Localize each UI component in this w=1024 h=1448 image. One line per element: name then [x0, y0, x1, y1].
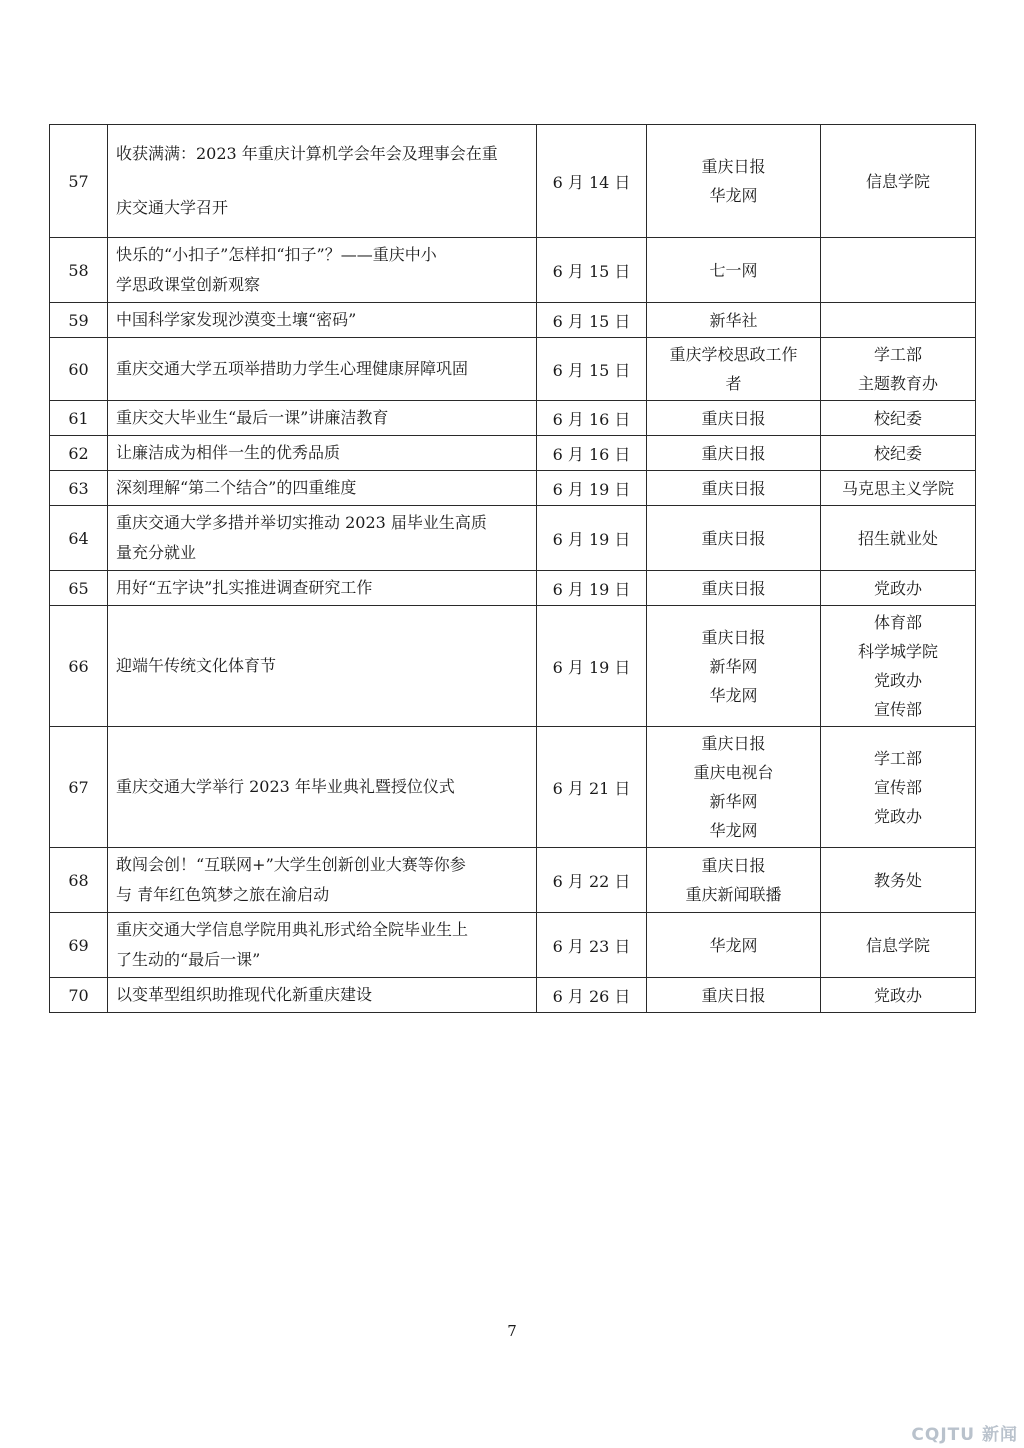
- department-name: 校纪委: [873, 408, 922, 428]
- media-outlet: 七一网: [709, 260, 758, 280]
- media-outlet: 重庆日报: [701, 408, 766, 428]
- media-outlet: 重庆电视台: [693, 763, 774, 782]
- media-outlet: 重庆日报: [701, 528, 766, 548]
- article-title-line: 重庆交通大学多措并举切实推动 2023 届毕业生高质: [116, 513, 487, 532]
- media-outlets: [647, 436, 821, 471]
- publish-date: 6 月 19 日: [537, 471, 647, 506]
- media-outlet: 重庆日报: [701, 443, 766, 463]
- article-title-line: 迎端午传统文化体育节: [116, 656, 277, 675]
- department-name: 党政办: [873, 806, 922, 826]
- article-title-line: 庆交通大学召开: [116, 198, 229, 217]
- department: [821, 978, 976, 1013]
- row-number: 62: [50, 436, 108, 471]
- article-title-line: 收获满满：2023 年重庆计算机学会年会及理事会在重: [116, 144, 498, 163]
- publish-date: 6 月 23 日: [537, 913, 647, 978]
- department: [821, 125, 976, 238]
- media-outlets: [647, 238, 821, 303]
- table-row: [50, 913, 976, 978]
- article-title: [108, 471, 537, 506]
- department-name: 体育部: [873, 613, 922, 632]
- row-number: 57: [50, 125, 108, 238]
- row-number: 65: [50, 571, 108, 606]
- article-title-line: 重庆交通大学五项举措助力学生心理健康屏障巩固: [116, 359, 469, 378]
- department: [821, 471, 976, 506]
- table-row: [50, 338, 976, 401]
- row-number: 66: [50, 606, 108, 727]
- article-title: [108, 506, 537, 571]
- article-title: [108, 606, 537, 727]
- row-number: 60: [50, 338, 108, 401]
- article-title-line: 敢闯会创！“互联网+”大学生创新创业大赛等你参: [116, 855, 466, 874]
- department-name: 信息学院: [865, 171, 930, 191]
- media-outlets: [647, 978, 821, 1013]
- table-row: [50, 506, 976, 571]
- article-title-line: 深刻理解“第二个结合”的四重维度: [116, 478, 357, 497]
- media-outlet: 重庆日报: [701, 734, 766, 753]
- department: [821, 727, 976, 848]
- table-row: [50, 125, 976, 238]
- table-row: [50, 606, 976, 727]
- media-outlets: [647, 125, 821, 238]
- article-title-line: 重庆交通大学举行 2023 年毕业典礼暨授位仪式: [116, 777, 455, 796]
- media-outlet: 重庆日报: [701, 478, 766, 498]
- publish-date: 6 月 19 日: [537, 506, 647, 571]
- publish-date: 6 月 19 日: [537, 571, 647, 606]
- publish-date: 6 月 15 日: [537, 238, 647, 303]
- row-number: 67: [50, 727, 108, 848]
- page-number: 7: [507, 1322, 517, 1340]
- department-name: 宣传部: [873, 700, 922, 719]
- row-number: 69: [50, 913, 108, 978]
- table-row: [50, 978, 976, 1013]
- media-outlets: [647, 606, 821, 727]
- media-outlet: 新华社: [709, 310, 758, 330]
- media-outlet: 重庆日报: [701, 157, 766, 176]
- table-row: [50, 727, 976, 848]
- media-outlets: [647, 401, 821, 436]
- department: [821, 338, 976, 401]
- media-outlet: 华龙网: [709, 935, 758, 955]
- publish-date: 6 月 16 日: [537, 436, 647, 471]
- media-outlet: 华龙网: [709, 685, 758, 705]
- department-name: 信息学院: [865, 935, 930, 955]
- department-name: 马克思主义学院: [841, 478, 954, 498]
- article-title-line: 让廉洁成为相伴一生的优秀品质: [116, 443, 341, 462]
- watermark-logo: CQJTU 新闻: [911, 1425, 1018, 1445]
- article-title-line: 重庆交大毕业生“最后一课”讲廉洁教育: [116, 408, 389, 427]
- department-name: 党政办: [873, 671, 922, 690]
- article-title-line: 与 青年红色筑梦之旅在渝启动: [116, 885, 330, 904]
- article-title-line: 学思政课堂创新观察: [116, 275, 261, 294]
- table-row: [50, 238, 976, 303]
- department-name: 科学城学院: [857, 642, 938, 661]
- row-number: 63: [50, 471, 108, 506]
- media-outlet: 重庆新闻联播: [685, 885, 782, 904]
- article-title-line: 中国科学家发现沙漠变土壤“密码”: [116, 310, 357, 329]
- article-title: [108, 436, 537, 471]
- media-outlet: 新华网: [709, 792, 758, 811]
- department: [821, 506, 976, 571]
- row-number: 58: [50, 238, 108, 303]
- article-title: [108, 727, 537, 848]
- department-name: 学工部: [873, 748, 922, 768]
- article-title: [108, 303, 537, 338]
- table-row: [50, 436, 976, 471]
- media-outlets: [647, 338, 821, 401]
- media-outlet: 重庆学校思政工作: [669, 345, 798, 364]
- article-title-line: 用好“五字诀”扎实推进调查研究工作: [116, 578, 373, 597]
- publish-date: 6 月 21 日: [537, 727, 647, 848]
- row-number: 61: [50, 401, 108, 436]
- publish-date: 6 月 15 日: [537, 303, 647, 338]
- table-row: [50, 848, 976, 913]
- row-number: 59: [50, 303, 108, 338]
- media-outlets: [647, 913, 821, 978]
- article-title: [108, 848, 537, 913]
- media-outlets: [647, 571, 821, 606]
- department-name: 学工部: [873, 345, 922, 364]
- media-outlets: [647, 303, 821, 338]
- media-coverage-table: [49, 124, 976, 1013]
- table-row: [50, 303, 976, 338]
- department-name: 宣传部: [873, 777, 922, 797]
- article-title: [108, 125, 537, 238]
- media-outlets: [647, 506, 821, 571]
- media-outlet: 重庆日报: [701, 985, 766, 1005]
- article-title-line: 快乐的“小扣子”怎样扣“扣子”？——重庆中小: [116, 245, 437, 264]
- media-outlet: 华龙网: [709, 821, 758, 840]
- article-title: [108, 571, 537, 606]
- row-number: 64: [50, 506, 108, 571]
- table-row: [50, 471, 976, 506]
- department: [821, 401, 976, 436]
- row-number: 68: [50, 848, 108, 913]
- publish-date: 6 月 22 日: [537, 848, 647, 913]
- article-title: [108, 978, 537, 1013]
- publish-date: 6 月 16 日: [537, 401, 647, 436]
- department: [821, 848, 976, 913]
- department-name: 主题教育办: [857, 374, 938, 393]
- media-outlet: 重庆日报: [701, 578, 766, 598]
- article-title-line: 量充分就业: [116, 543, 197, 562]
- department-name: 招生就业处: [857, 528, 938, 548]
- department-name: 教务处: [873, 870, 922, 890]
- media-outlets: [647, 471, 821, 506]
- department-name: 校纪委: [873, 443, 922, 463]
- department-name: 党政办: [873, 578, 922, 598]
- department: [821, 436, 976, 471]
- publish-date: 6 月 26 日: [537, 978, 647, 1013]
- publish-date: 6 月 15 日: [537, 338, 647, 401]
- article-title-line: 以变革型组织助推现代化新重庆建设: [116, 985, 373, 1004]
- media-outlet: 重庆日报: [701, 856, 766, 875]
- article-title: [108, 338, 537, 401]
- media-outlet: 新华网: [709, 656, 758, 676]
- media-outlet: 华龙网: [709, 186, 758, 205]
- publish-date: 6 月 14 日: [537, 125, 647, 238]
- article-title-line: 重庆交通大学信息学院用典礼形式给全院毕业生上: [116, 920, 469, 939]
- table-body: [50, 125, 976, 1013]
- department: [821, 913, 976, 978]
- article-title-line: 了生动的“最后一课”: [116, 950, 261, 969]
- table-row: [50, 401, 976, 436]
- media-outlets: [647, 848, 821, 913]
- media-outlet: 重庆日报: [701, 627, 766, 647]
- article-title: [108, 238, 537, 303]
- department: [821, 303, 976, 338]
- department: [821, 606, 976, 727]
- department-name: 党政办: [873, 985, 922, 1005]
- media-outlets: [647, 727, 821, 848]
- department: [821, 238, 976, 303]
- article-title: [108, 913, 537, 978]
- media-outlet: 者: [725, 374, 742, 393]
- article-title: [108, 401, 537, 436]
- publish-date: 6 月 19 日: [537, 606, 647, 727]
- row-number: 70: [50, 978, 108, 1013]
- table-row: [50, 571, 976, 606]
- department: [821, 571, 976, 606]
